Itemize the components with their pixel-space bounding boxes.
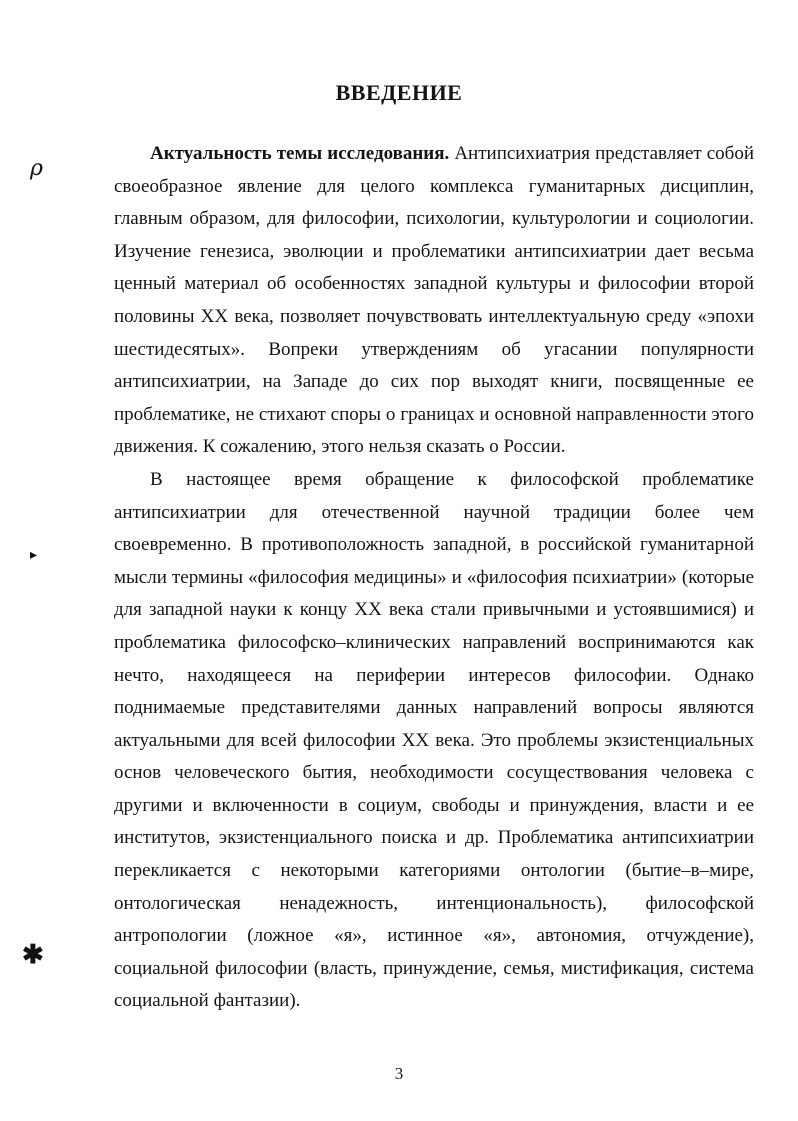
paragraph-current-time: В настоящее время обращение к философской проблематике антипсихиатрии для отечественной научной традиции более чем своевременно. В противоположность западной, в российской гуманитарной мысли термины «философия медицины» и «философия психиатрии» (которые для западной науки к концу XX века стали привычными и устоявшимися) и проблематика философско–клинических направлений воспринимаются как нечто, находящееся на периферии интересов философии. Однако поднимаемые представителями данных направлений вопросы являются актуальными для всей философии XX века. Это проблемы экзистенциальных основ человеческого бытия, необходимости сосуществования человека с другими и включенности в социум, свободы и принуждения, власти и ее институтов, экзистенциального поиска и др. Проблематика антипсихиатрии перекликается с некоторыми категориями онтологии (бытие–в–мире, онтологическая ненадежность, интенциональность), философской антропологии (ложное «я», истинное «я», автономия, отчуждение), социальной философии (власть, принуждение, семья, мистификация, система социальной фантазии). bbox=[114, 468, 754, 1012]
paragraph-relevance-text: Антипсихиатрия представляет собой своеобразное явление для целого комплекса гуманитарных дисциплин, главным образом, для философии, психологии, культурологии и социологии. Изучение генезиса, эволюции и проблематики антипсихиатрии дает весьма ценный материал об особенностях западной культуры и философии второй половины XX века, позволяет почувствовать интеллектуальную среду «эпохи шестидесятых». Вопреки утверждениям об угасании популярности антипсихиатрии, на Западе до сих пор выходят книги, посвященные ее проблематике, не стихают споры о границах и основной направленности этого движения. К сожалению, этого нельзя сказать о России. bbox=[114, 143, 755, 458]
paragraph-lead-heading: Актуальность темы исследования. bbox=[150, 143, 450, 164]
margin-scan-mark-icon: ρ bbox=[30, 156, 43, 181]
margin-ink-blot-icon: ✱ bbox=[22, 940, 44, 970]
margin-scan-dot-icon: ▸ bbox=[30, 547, 38, 563]
paragraph-relevance bbox=[114, 138, 754, 464]
page-number: 3 bbox=[394, 1064, 404, 1083]
body-text bbox=[114, 138, 754, 1018]
page-title: ВВЕДЕНИЕ bbox=[335, 80, 463, 105]
